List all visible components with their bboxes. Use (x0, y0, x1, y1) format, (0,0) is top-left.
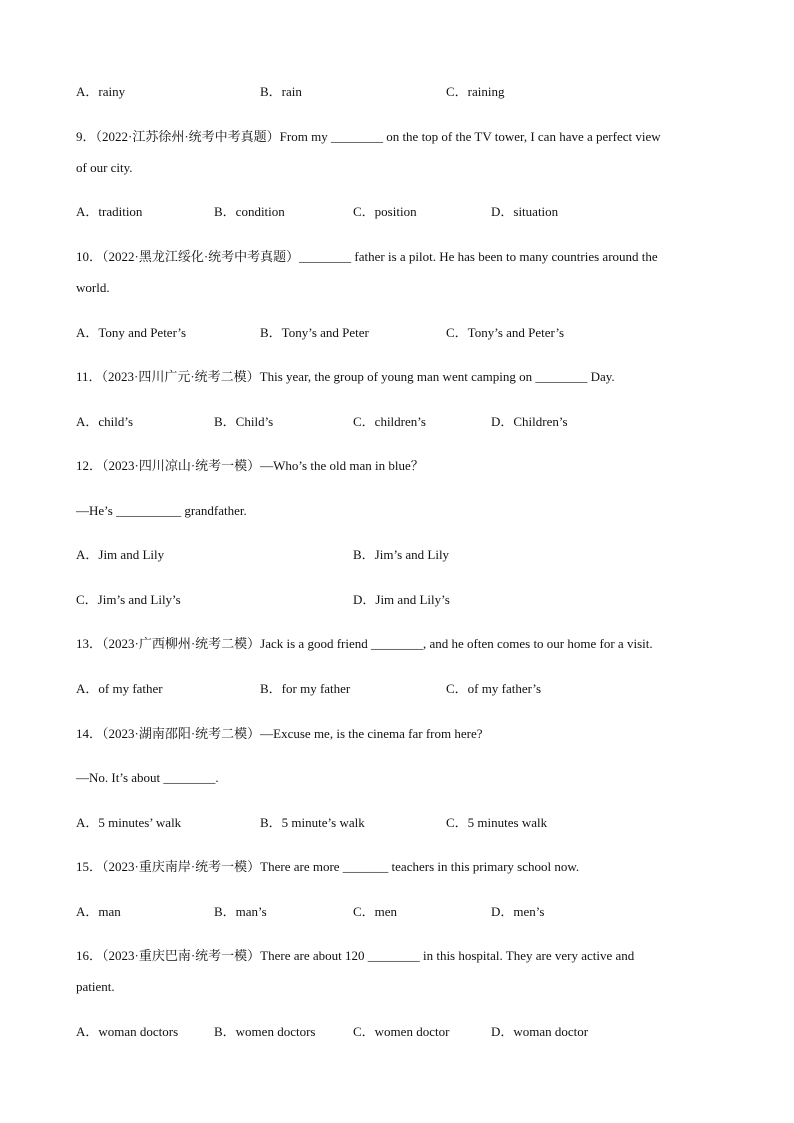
question-16-stem: 16．（2023·重庆巴南·统考一模）There are about 120 ________ in this hospital. They are very active and (76, 948, 635, 963)
option-a: A．of my father (76, 681, 163, 696)
question-14-answer-line: —No. It’s about ________. (76, 770, 219, 785)
option-a: A．woman doctors (76, 1024, 179, 1039)
option-b: B．for my father (260, 681, 351, 696)
option-c: C．women doctor (353, 1024, 450, 1039)
option-b: B．rain (260, 84, 302, 99)
option-c: C．men (353, 904, 398, 919)
option-c: C．Tony’s and Peter’s (446, 325, 565, 340)
option-c: C．raining (446, 84, 505, 99)
option-a: A．5 minutes’ walk (76, 815, 182, 830)
question-10-stem: 10．（2022·黑龙江绥化·统考中考真题）________ father is a pilot. He has been to many countries around the (76, 249, 658, 264)
option-c: C．5 minutes walk (446, 815, 548, 830)
option-d: D．Children’s (491, 414, 568, 429)
question-14-stem: 14．（2023·湖南邵阳·统考二模）—Excuse me, is the cinema far from here? (76, 726, 483, 741)
option-b: B．Child’s (214, 414, 274, 429)
question-9-stem: 9．（2022·江苏徐州·统考中考真题）From my ________ on the top of the TV tower, I can have a perfect view (76, 129, 661, 144)
option-d: D．situation (491, 204, 559, 219)
question-10-stem-cont: world. (76, 280, 110, 295)
option-b: B．Jim’s and Lily (353, 547, 450, 562)
option-b: B．man’s (214, 904, 267, 919)
option-c: C．Jim’s and Lily’s (76, 592, 181, 607)
option-c: C．children’s (353, 414, 426, 429)
option-c: C．of my father’s (446, 681, 542, 696)
question-15-stem: 15．（2023·重庆南岸·统考一模）There are more _______ teachers in this primary school now. (76, 859, 580, 874)
question-12-answer-line: —He’s __________ grandfather. (76, 503, 247, 518)
question-11-stem: 11．（2023·四川广元·统考二模）This year, the group of young man went camping on ________ Day. (76, 369, 615, 384)
option-d: D．men’s (491, 904, 545, 919)
option-d: D．Jim and Lily’s (353, 592, 450, 607)
question-13-stem: 13．（2023·广西柳州·统考二模）Jack is a good friend ________, and he often comes to our home for a visit. (76, 636, 653, 651)
option-a: A．rainy (76, 84, 126, 99)
option-a: A．tradition (76, 204, 143, 219)
option-b: B．condition (214, 204, 285, 219)
question-9-stem-cont: of our city. (76, 160, 133, 175)
option-a: A．Jim and Lily (76, 547, 165, 562)
question-16-stem-cont: patient. (76, 979, 115, 994)
option-b: B．women doctors (214, 1024, 316, 1039)
option-a: A．Tony and Peter’s (76, 325, 187, 340)
option-b: B．Tony’s and Peter (260, 325, 369, 340)
option-d: D．woman doctor (491, 1024, 589, 1039)
option-b: B．5 minute’s walk (260, 815, 365, 830)
option-c: C．position (353, 204, 417, 219)
option-a: A．child’s (76, 414, 134, 429)
question-12-stem: 12．（2023·四川凉山·统考一模）—Who’s the old man in blue？ (76, 458, 424, 473)
option-a: A．man (76, 904, 121, 919)
